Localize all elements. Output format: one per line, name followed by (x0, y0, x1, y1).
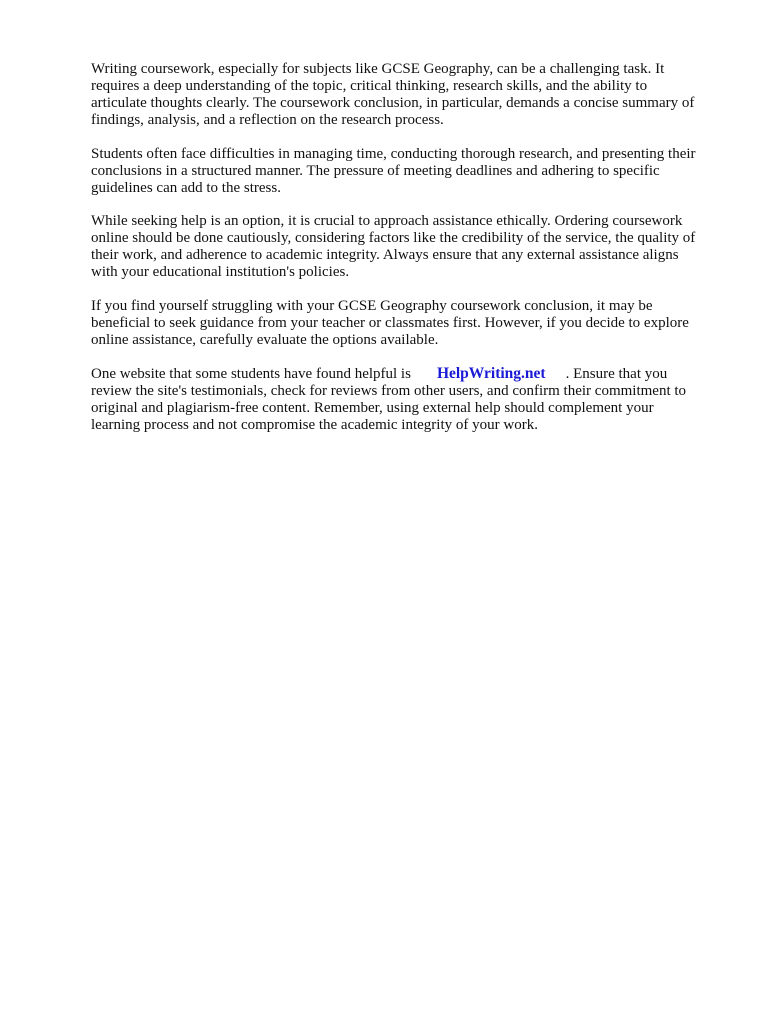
paragraph-difficulties: Students often face difficulties in managing time, conducting thorough research, and presenting their conclusions in a structured manner. The pressure of meeting deadlines and adhering to specific guidelines can add to the stress. (91, 145, 696, 196)
helpwriting-link[interactable]: HelpWriting.net (436, 365, 546, 382)
paragraph-intro: Writing coursework, especially for subjects like GCSE Geography, can be a challenging task. It requires a deep understanding of the topic, critical thinking, research skills, and the ability to articulate thoughts clearly. The coursework conclusion, in particular, demands a concise summary of findings, analysis, and a reflection on the research process. (91, 61, 695, 128)
website-intro-text: One website that some students have found helpful is (91, 366, 411, 382)
paragraph-website (91, 365, 723, 434)
document-body (91, 61, 723, 451)
website-followup-text: . Ensure that you review the site's testimonials, check for reviews from other users, and confirm their commitment to original and plagiarism-free content. Remember, using external help should complement your learning process and not compromise the academic integrity of your work. (91, 366, 687, 433)
paragraph-guidance: If you find yourself struggling with your GCSE Geography coursework conclusion, it may be beneficial to seek guidance from your teacher or classmates first. However, if you decide to explore online assistance, carefully evaluate the options available. (91, 297, 689, 348)
paragraph-ethics: While seeking help is an option, it is crucial to approach assistance ethically. Ordering coursework online should be done cautiously, considering factors like the credibility of the service, the quality of their work, and adherence to academic integrity. Always ensure that any external assistance aligns with your educational institution's policies. (91, 213, 696, 280)
